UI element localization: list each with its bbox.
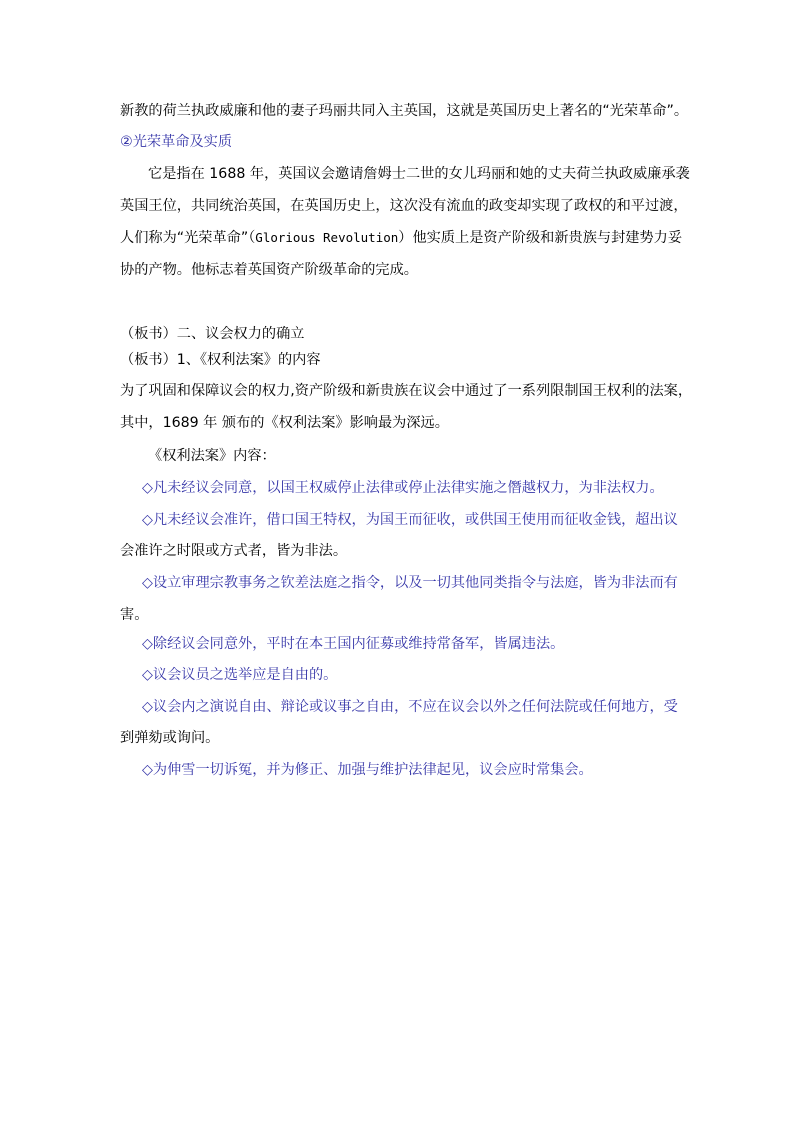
bill-content-intro: 《权利法案》内容： xyxy=(148,448,276,464)
paragraph-bill-context-line-2: 其中，1689 年 颁布的《权利法案》影响最为深远。 xyxy=(120,415,449,431)
bill-item-2-line-1: ◇凡未经议会准许，借口国王特权，为国王而征收，或供国王使用而征收金钱，超出议 xyxy=(142,512,678,528)
bill-item-2-line-2: 会准许之时限或方式者，皆为非法。 xyxy=(120,543,348,559)
board-heading-2-1: （板书）1、《权利法案》的内容 xyxy=(120,352,321,368)
english-term: Glorious Revolution xyxy=(255,230,399,245)
bill-item-5: ◇议会议员之选举应是自由的。 xyxy=(142,667,338,683)
bill-item-4: ◇除经议会同意外，平时在本王国内征募或维持常备军，皆属违法。 xyxy=(142,636,565,652)
bill-item-3-line-1: ◇设立审理宗教事务之钦差法庭之指令，以及一切其他同类指令与法庭，皆为非法而有 xyxy=(142,575,678,591)
paragraph-definition-line-4: 协的产物。他标志着英国资产阶级革命的完成。 xyxy=(120,262,418,278)
paragraph-glorious-intro: 新教的荷兰执政威廉和他的妻子玛丽共同入主英国，这就是英国历史上著名的“光荣革命”。 xyxy=(120,103,689,119)
bill-item-6-line-2: 到弹劾或询问。 xyxy=(120,730,220,746)
bill-item-3-line-2: 害。 xyxy=(120,607,149,623)
paragraph-definition-line-1: 它是指在 1688 年，英国议会邀请詹姆士二世的女儿玛丽和她的丈夫荷兰执政威廉承袭 xyxy=(148,166,690,182)
paragraph-definition-line-3 xyxy=(120,228,682,248)
bill-item-7: ◇为伸雪一切诉冤，并为修正、加强与维护法律起见，议会应时常集会。 xyxy=(142,762,593,778)
bill-item-1: ◇凡未经议会同意，以国王权威停止法律或停止法律实施之僭越权力，为非法权力。 xyxy=(142,480,664,496)
bill-item-6-line-1: ◇议会内之演说自由、辩论或议事之自由，不应在议会以外之任何法院或任何地方，受 xyxy=(142,699,678,715)
board-heading-2: （板书）二、议会权力的确立 xyxy=(120,326,305,342)
paragraph-bill-context-line-1: 为了巩固和保障议会的权力,资产阶级和新贵族在议会中通过了一系列限制国王权利的法案， xyxy=(120,383,693,399)
text-segment: 人们称为“光荣革命”（ xyxy=(120,230,256,246)
heading-glorious-revolution: ②光荣革命及实质 xyxy=(120,134,233,150)
text-segment: ）他实质上是资产阶级和新贵族与封建势力妥 xyxy=(398,230,683,246)
paragraph-definition-line-2: 英国王位，共同统治英国，在英国历史上，这次没有流血的政变却实现了政权的和平过渡， xyxy=(120,198,688,214)
